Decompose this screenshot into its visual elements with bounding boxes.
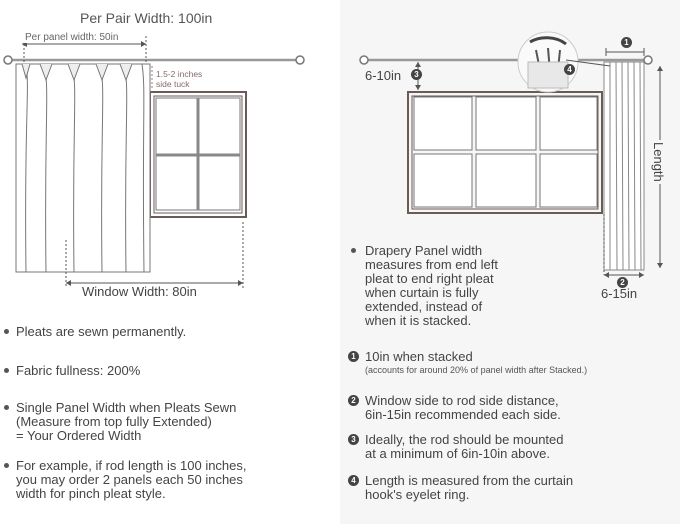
bullet-line: Single Panel Width when Pleats Sewn [16, 400, 237, 415]
window-width-label: Window Width: 80in [82, 284, 197, 299]
panel-width-label: Per panel width: 50in [25, 32, 119, 43]
pair-width-label: Per Pair Width: 100in [80, 10, 213, 26]
bullet-line: = Your Ordered Width [16, 428, 142, 443]
badge-two: 2 [617, 277, 628, 288]
left-curtain [16, 64, 150, 272]
badge-four: 4 [564, 64, 575, 75]
note-line: hook's eyelet ring. [365, 487, 470, 502]
left-window [150, 92, 246, 217]
bullet-line: Fabric fullness: 200% [16, 363, 141, 378]
note-line: Ideally, the rod should be mounted [365, 432, 564, 447]
note-line: 6in-15in recommended each side. [365, 407, 561, 422]
bullet-line: width for pinch pleat style. [16, 486, 166, 501]
side-distance-label: 6-15in [601, 286, 638, 301]
bullet-dot [4, 368, 9, 373]
note-number: 2 [348, 395, 359, 406]
right-stacked-curtain [604, 62, 644, 270]
right-window [408, 92, 602, 213]
bullet-line: Pleats are sewn permanently. [16, 324, 187, 339]
mount-distance-label: 6-10in [365, 68, 402, 83]
badge-three: 3 [411, 69, 422, 80]
left-rod [4, 56, 304, 64]
drapery-line: extended, instead of [365, 299, 483, 314]
note-line: Window side to rod side distance, [365, 393, 559, 408]
note-line: Length is measured from the curtain [365, 473, 574, 488]
bullet-line: you may order 2 panels each 50 inches [16, 472, 243, 487]
bullet-dot [4, 329, 9, 334]
hook-closeup [518, 32, 610, 92]
note-line: at a minimum of 6in-10in above. [365, 446, 550, 461]
note-subtext: (accounts for around 20% of panel width after Stacked.) [365, 365, 588, 375]
note-line: 10in when stacked [365, 349, 473, 364]
bullet-dot [4, 405, 9, 410]
bullet-dot [4, 463, 9, 468]
length-label: Length [651, 142, 666, 182]
tuck-label-line2: side tuck [156, 79, 190, 89]
drapery-line: pleat to end right pleat [365, 271, 494, 286]
note-number: 3 [348, 434, 359, 445]
bullet-dot [351, 248, 356, 253]
bullet-line: (Measure from top fully Extended) [16, 414, 212, 429]
drapery-line: measures from end left [365, 257, 498, 272]
badge-one: 1 [621, 37, 632, 48]
note-number: 4 [348, 475, 359, 486]
drapery-line: when it is stacked. [365, 313, 472, 328]
bullet-line: For example, if rod length is 100 inches, [16, 458, 247, 473]
note-number: 1 [348, 351, 359, 362]
drapery-line: Drapery Panel width [365, 243, 483, 258]
drapery-line: when curtain is fully [365, 285, 479, 300]
tuck-label-line1: 1.5-2 inches [156, 69, 203, 79]
